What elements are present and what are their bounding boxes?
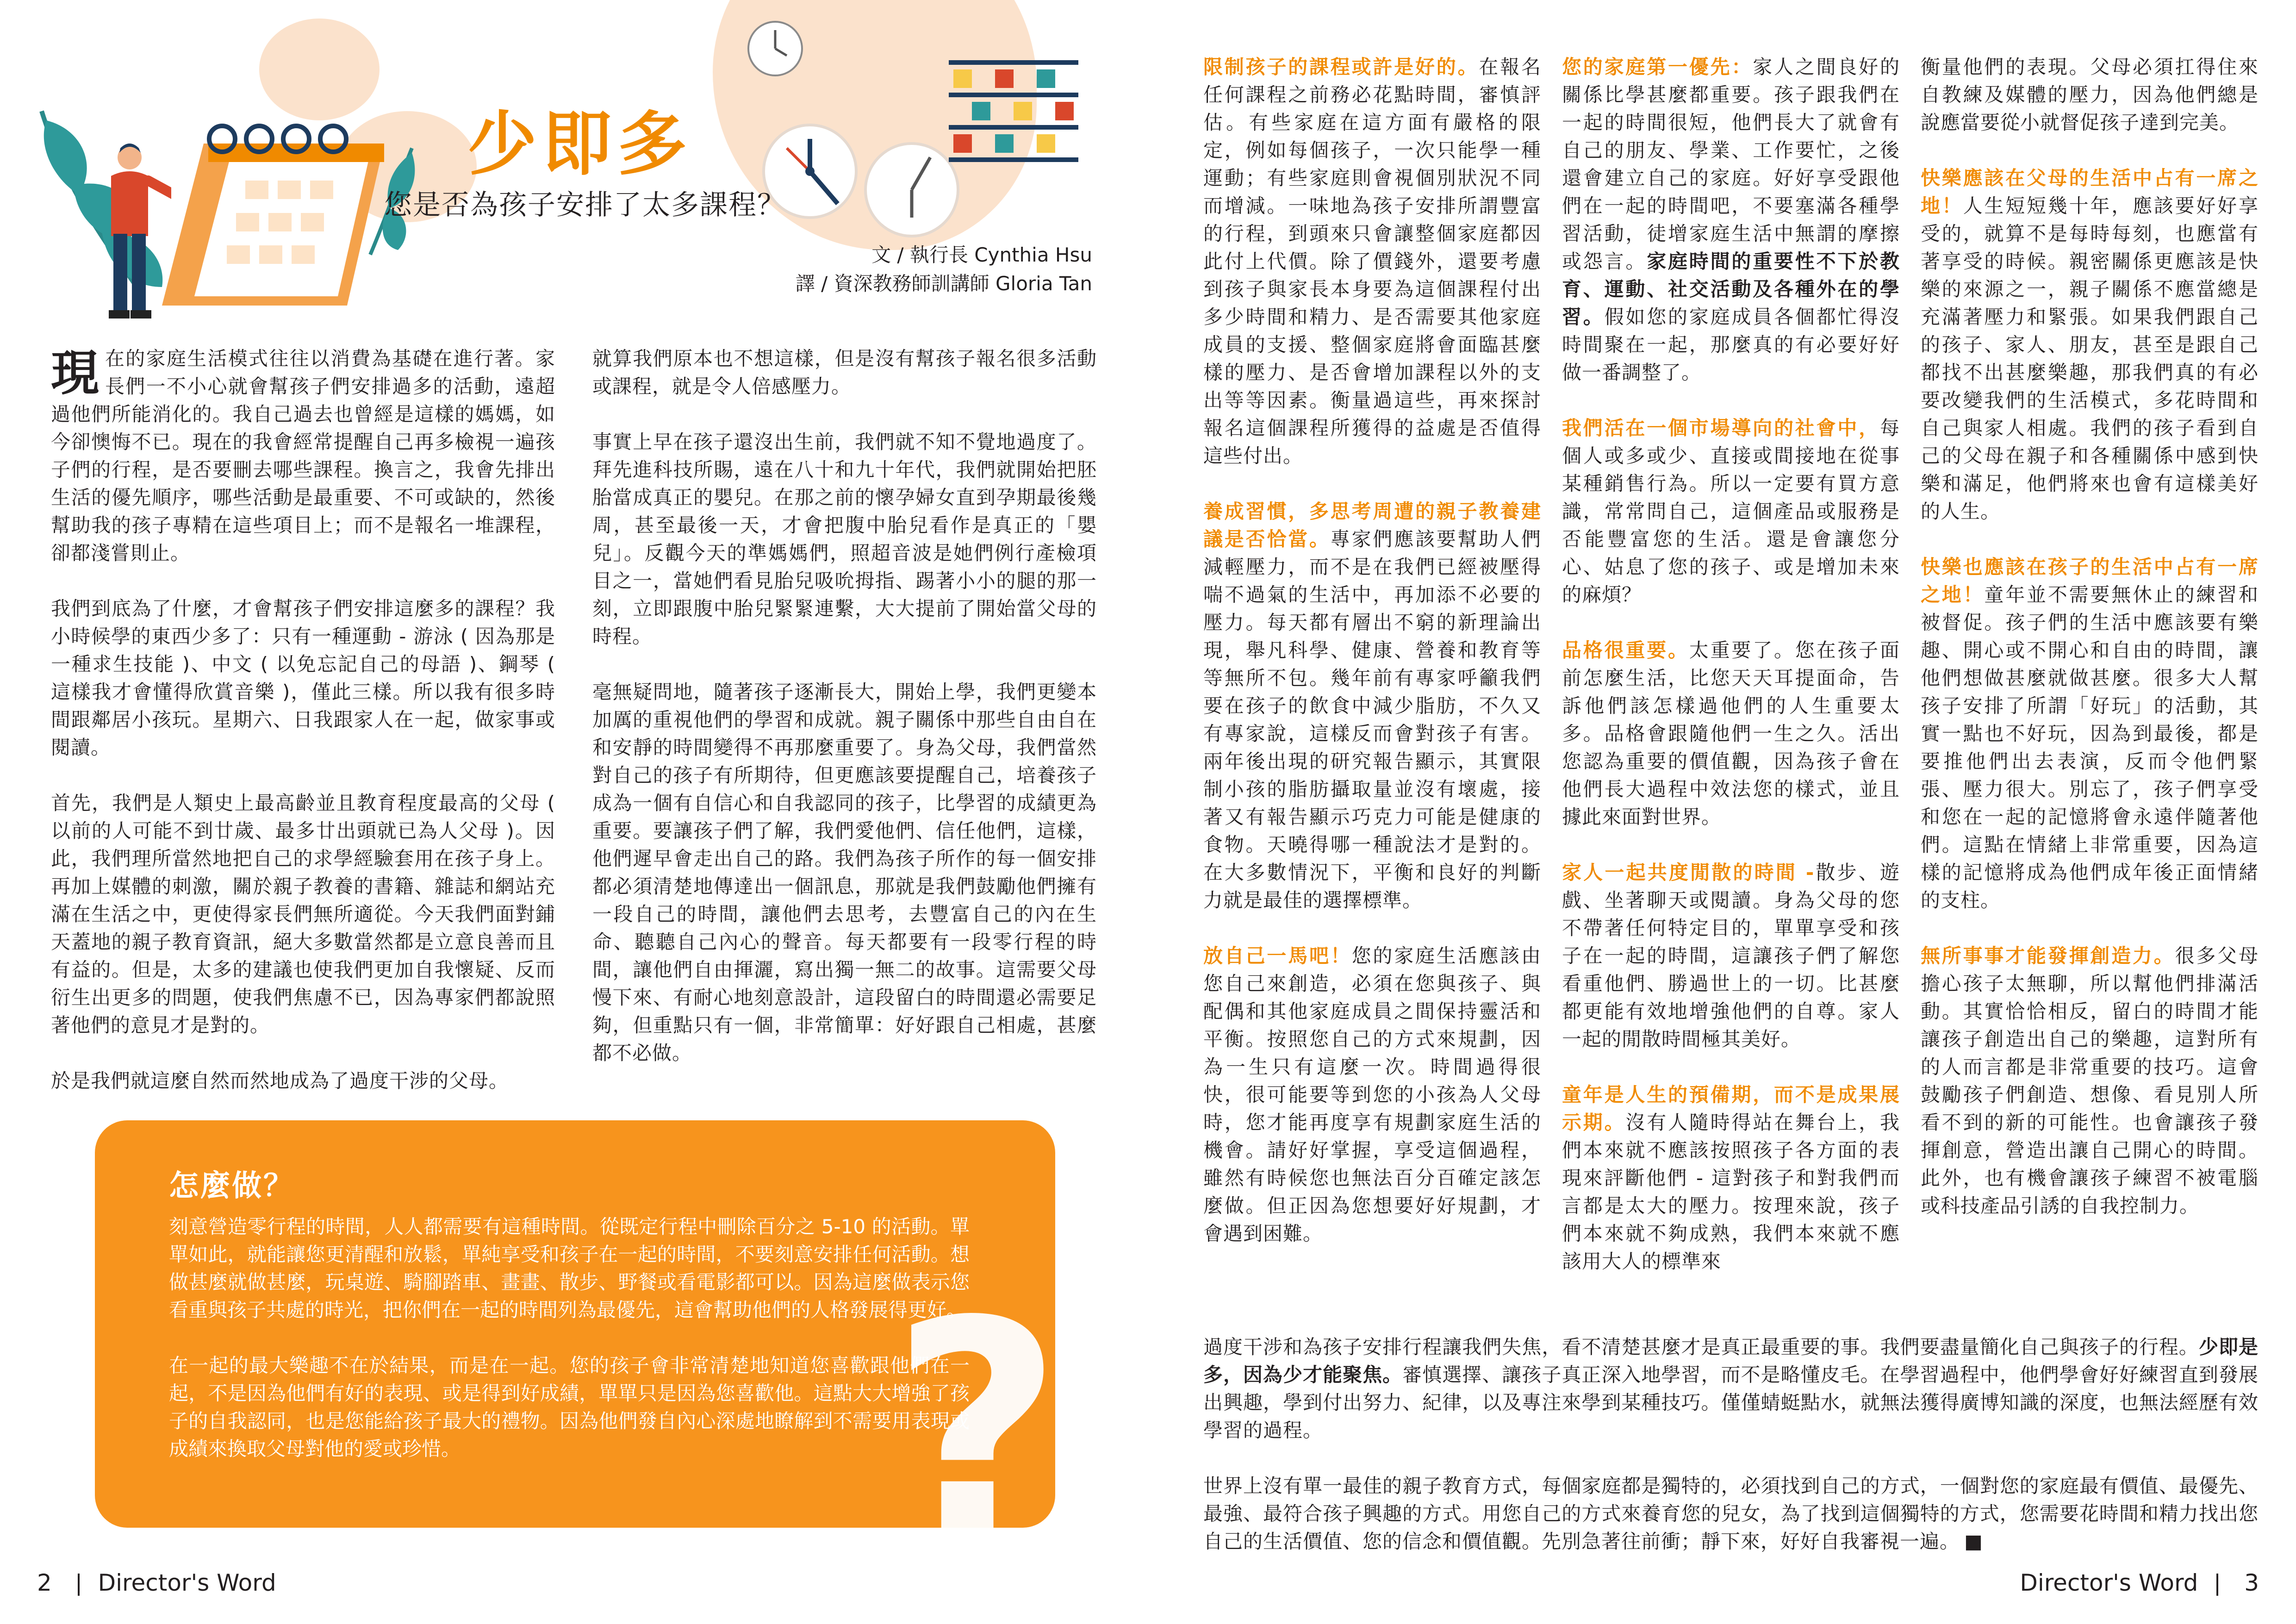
- section-heading: 您的家庭第一優先：: [1562, 56, 1753, 78]
- paragraph: 在一起的最大樂趣不在於結果，而是在一起。您的孩子會非常清楚地知道您喜歡跟他們在一起，不是因為他們有好的表現、或是得到好成績，單單只是因為您喜歡他。這點大大增強了孩子的自我認同，也是您能給孩子最大的禮物。因為他們發自內心深處地瞭解到不需要用表現或成績來換取父母對他的愛或珍惜。: [169, 1354, 970, 1460]
- page-number: 2: [37, 1569, 52, 1596]
- footer-left: [37, 1569, 276, 1596]
- article-conclusion: [1203, 1333, 2259, 1583]
- paragraph: 事實上早在孩子還沒出生前，我們就不知不覺地過度了。拜先進科技所賜，遠在八十和九十年代，我們就開始把胚胎當成真正的嬰兒。在那之前的懷孕婦女直到孕期最後幾周，甚至最後一天，才會把腹中胎兒看作是真正的「嬰兒」。反觀今天的準媽媽們，照超音波是她們例行產檢項目之一，當她們看見胎兒吸吮拇指、踢著小小的腿的那一刻，立即跟腹中胎兒緊緊連繫，大大提前了開始當父母的時程。: [592, 431, 1097, 648]
- emphasis-text: 家庭時間的重要性不下於教育、運動、社交活動及各種外在的學習。: [1562, 250, 1900, 328]
- paragraph: 於是我們就這麼自然而然地成為了過度干涉的父母。: [51, 1069, 509, 1092]
- paragraph: 我們活在一個市場導向的社會中，每個人或多或少、直接或間接地在從事某種銷售行為。所以一定要有買方意識，常常問自己，這個產品或服務是否能豐富您的生活。還是會讓您分心、姑息了您的孩子、或是增加未來的麻煩？: [1562, 417, 1900, 606]
- footer-right: [2020, 1569, 2259, 1596]
- paragraph: 您的家庭第一優先：家人之間良好的關係比學甚麼都重要。孩子跟我們在一起的時間很短，他們長大了就會有自己的朋友、學業、工作要忙，之後還會建立自己的家庭。好好享受跟他們在一起的時間吧，不要塞滿各種學習活動，徒增家庭生活中無謂的摩擦或怨言。家庭時間的重要性不下於教育、運動、社交活動及各種外在的學習。假如您的家庭成員各個都忙得沒時間聚在一起，那麼真的有必要好好做一番調整了。: [1562, 56, 1900, 384]
- how-to-title: 怎麼做？: [169, 1169, 295, 1203]
- paragraph: 無所事事才能發揮創造力。很多父母擔心孩子太無聊，所以幫他們排滿活動。其實恰恰相反，留白的時間才能讓孩子創造出自己的樂趣，這對所有的人而言都是非常重要的技巧。這會鼓勵孩子們創造、想像、看見別人所看不到的新的可能性。也會讓孩子發揮創意，營造出讓自己開心的時間。此外，也有機會讓孩子練習不被電腦或科技產品引誘的自我控制力。: [1921, 944, 2259, 1217]
- section-heading: 快樂應該在父母的生活中占有一席之地！: [1921, 167, 2259, 217]
- page-title: 少即多: [467, 103, 693, 185]
- section-label: Director's Word: [2020, 1569, 2198, 1596]
- schedule-board-icon: [944, 51, 1083, 176]
- paragraph: 限制孩子的課程或許是好的。在報名任何課程之前務必花點時間，審慎評估。有些家庭在這方面有嚴格的限定，例如每個孩子，一次只能學一種運動；有些家庭則會視個別狀況不同而增減。一味地為孩子安排所謂豐富的行程，到頭來只會讓整個家庭都因此付上代價。除了價錢外，還要考慮到孩子與家長本身要為這個課程付出多少時間和精力、是否需要其他家庭成員的支援、整個家庭將會面臨甚麼樣的壓力、是否會增加課程以外的支出等等因素。衡量過這些，再來探討報名這個課程所獲得的益處是否值得這些付出。: [1203, 56, 1541, 467]
- section-heading: 我們活在一個市場導向的社會中，: [1562, 417, 1880, 439]
- article-column-2: [592, 345, 1097, 1095]
- emphasis-text: 少即是多，因為少才能聚焦。: [1203, 1336, 2259, 1386]
- section-heading: 無所事事才能發揮創造力。: [1921, 944, 2175, 967]
- paragraph: 家人一起共度閒散的時間 -散步、遊戲、坐著聊天或閱讀。身為父母的您不帶著任何特定目的，單單享受和孩子在一起的時間，這讓孩子們了解您看重他們、勝過世上的一切。比甚麼都更能有效地增強他們的自尊。家人一起的閒散時間極其美好。: [1562, 861, 1900, 1050]
- how-to-text: [169, 1213, 970, 1463]
- footer-divider: [78, 1574, 80, 1596]
- section-heading: 品格很重要。: [1562, 639, 1689, 662]
- page-number: 3: [2244, 1569, 2259, 1596]
- paragraph: 放自己一馬吧！您的家庭生活應該由您自己來創造，必須在您與孩子、與配偶和其他家庭成員之間保持靈活和平衡。按照您自己的方式來規劃，因為一生只有這麼一次。時間過得很快，很可能要等到您的小孩為人父母時，您才能再度享有規劃家庭生活的機會。請好好掌握，享受這個過程，雖然有時候您也無法百分百確定該怎麼做。但正因為您想要好好規劃，才會遇到困難。: [1203, 944, 1541, 1245]
- byline: [694, 241, 1092, 298]
- paragraph: 毫無疑問地，隨著孩子逐漸長大，開始上學，我們更變本加厲的重視他們的學習和成就。親子關係中那些自由自在和安靜的時間變得不再那麼重要了。身為父母，我們當然對自己的孩子有所期待，但更應該要提醒自己，培養孩子成為一個有自信心和自我認同的孩子，比學習的成績更為重要。要讓孩子們了解，我們愛他們、信任他們，這樣，他們遲早會走出自己的路。我們為孩子所作的每一個安排都必須清楚地傳達出一個訊息，那就是我們鼓勵他們擁有一段自己的時間，讓他們去思考，去豐富自己的內在生命、聽聽自己內心的聲音。每天都要有一段零行程的時間，讓他們自由揮灑，寫出獨一無二的故事。這需要父母慢下來、有耐心地刻意設計，這段留白的時間還必需要足夠，但重點只有一個，非常簡單：好好跟自己相處，甚麼都不必做。: [592, 681, 1097, 1064]
- paragraph: 過度干涉和為孩子安排行程讓我們失焦，看不清楚甚麼才是真正最重要的事。我們要盡量簡化自己與孩子的行程。少即是多，因為少才能聚焦。審慎選擇、讓孩子真正深入地學習，而不是略懂皮毛。在學習過程中，他們學會好好練習直到發展出興趣，學到付出努力、紀律，以及專注來學到某種技巧。僅僅蜻蜓點水，就無法獲得廣博知識的深度，也無法經歷有效學習的過程。: [1203, 1336, 2259, 1442]
- section-heading: 童年是人生的預備期，而不是成果展示期。: [1562, 1083, 1900, 1134]
- end-mark-icon: ■: [1964, 1530, 1983, 1553]
- translator-line: 譯 / 資深教務師訓講師 Gloria Tan: [795, 272, 1092, 295]
- section-label: Director's Word: [98, 1569, 276, 1596]
- calendar-icon: [153, 116, 393, 310]
- article-column-4: [1562, 53, 1900, 1303]
- article-column-3: [1203, 53, 1541, 1275]
- article-column-1: [51, 345, 555, 1123]
- article-column-5: [1921, 53, 2259, 1248]
- section-heading: 限制孩子的課程或許是好的。: [1203, 56, 1479, 78]
- paragraph: 現 在的家庭生活模式往往以消費為基礎在進行著。家長們一不小心就會幫孩子們安排過多的活動，遠超過他們所能消化的。我自己過去也曾經是這樣的媽媽，如今卻懊悔不已。現在的我會經常提醒自己再多檢視一遍孩子們的行程，是否要刪去哪些課程。換言之，我會先排出生活的優先順序，哪些活動是最重要、不可或缺的，然後幫助我的孩子專精在這些項目上；而不是報名一堆課程，卻都淺嘗則止。: [51, 345, 555, 564]
- question-mark-icon: ?: [891, 1258, 1063, 1603]
- drop-cap: 現: [51, 345, 100, 401]
- clock-icon: [745, 19, 805, 79]
- paragraph: 品格很重要。太重要了。您在孩子面前怎麼生活，比您天天耳提面命，告訴他們該怎樣過他們的人生重要太多。品格會跟隨他們一生之久。活出您認為重要的價值觀，因為孩子會在他們長大過程中效法您的樣式，並且據此來面對世界。: [1562, 639, 1900, 828]
- section-heading: 養成習慣，多思考周遭的親子教養建議是否恰當。: [1203, 500, 1541, 550]
- paragraph: 首先，我們是人類史上最高齡並且教育程度最高的父母 ( 以前的人可能不到廿歲、最多廿出頭就已為人父母 )。因此，我們理所當然地把自己的求學經驗套用在孩子身上。再加上媒體的刺激，關於親子教養的書籍、雜誌和網站充滿在生活之中，更使得家長們無所適從。今天我們面對鋪天蓋地的親子教育資訊，絕大多數當然都是立意良善而且有益的。但是，太多的建議也使我們更加自我懷疑、反而衍生出更多的問題，使我們焦慮不已，因為專家們都說照著他們的意見才是對的。: [51, 792, 555, 1037]
- paragraph: 養成習慣，多思考周遭的親子教養建議是否恰當。專家們應該要幫助人們減輕壓力，而不是在我們已經被壓得喘不過氣的生活中，再加添不必要的壓力。每天都有層出不窮的新理論出現，舉凡科學、健康、營養和教育等等無所不包。幾年前有專家呼籲我們要在孩子的飲食中減少脂肪，不久又有專家說，這樣反而會對孩子有害。兩年後出現的研究報告顯示，其實限制小孩的脂肪攝取量並沒有壞處，接著又有報告顯示巧克力可能是健康的食物。天曉得哪一種說法才是對的。在大多數情況下，平衡和良好的判斷力就是最佳的選擇標準。: [1203, 500, 1541, 912]
- section-heading: 家人一起共度閒散的時間 -: [1562, 861, 1815, 884]
- paragraph: 快樂也應該在孩子的生活中占有一席之地！童年並不需要無休止的練習和被督促。孩子們的生活中應該要有樂趣、開心或不開心和自由的時間，讓他們想做甚麼就做甚麼。很多大人幫孩子安排了所謂「好玩」的活動，其實一點也不好玩，因為到最後，都是要推他們出去表演，反而令他們緊張、壓力很大。別忘了，孩子們享受和您在一起的記憶將會永遠伴隨著他們。這點在情緒上非常重要，因為這樣的記憶將成為他們成年後正面情緒的支柱。: [1921, 556, 2259, 912]
- footer-divider: [2216, 1574, 2218, 1596]
- paragraph: 快樂應該在父母的生活中占有一席之地！人生短短幾十年，應該要好好享受的，就算不是每時每刻，也應當有著享受的時候。親密關係更應該是快樂的來源之一，親子關係不應當總是充滿著壓力和緊張。如果我們跟自己的孩子、家人、朋友，甚至是跟自己都找不出甚麼樂趣，那我們真的有必要改變我們的生活模式，多花時間和自己與家人相處。我們的孩子看到自己的父母在親子和各種關係中感到快樂和滿足，他們將來也會有這樣美好的人生。: [1921, 167, 2259, 523]
- person-icon: [79, 139, 171, 324]
- author-line: 文 / 執行長 Cynthia Hsu: [871, 244, 1092, 266]
- paragraph: 就算我們原本也不想這樣，但是沒有幫孩子報名很多活動或課程，就是令人倍感壓力。: [592, 347, 1097, 398]
- page-subtitle: 您是否為孩子安排了太多課程？: [384, 189, 786, 221]
- paragraph: 世界上沒有單一最佳的親子教育方式，每個家庭都是獨特的，必須找到自己的方式，一個對您的家庭最有價值、最優先、最強、最符合孩子興趣的方式。用您自己的方式來養育您的兒女，為了找到這個獨特的方式，您需要花時間和精力找出您自己的生活價值、您的信念和價值觀。先別急著往前衝；靜下來，好好自我審視一遍。 ■: [1203, 1474, 2259, 1553]
- paragraph: 我們到底為了什麼，才會幫孩子們安排這麼多的課程？我小時候學的東西少多了：只有一種運動 - 游泳 ( 因為那是一種求生技能 )、中文 ( 以免忘記自己的母語 )、鋼琴 ( 這樣我才會懂得欣賞音樂 )，僅此三樣。所以我有很多時間跟鄰居小孩玩。星期六、日我跟家人在一起，做家事或閱讀。: [51, 597, 555, 759]
- paragraph: 童年是人生的預備期，而不是成果展示期。沒有人隨時得站在舞台上，我們本來就不應該按照孩子各方面的表現來評斷他們 - 這對孩子和對我們而言都是太大的壓力。按理來說，孩子們本來就不夠成熟，我們本來就不應該用大人的標準來: [1562, 1083, 1900, 1273]
- section-heading: 快樂也應該在孩子的生活中占有一席之地！: [1921, 556, 2259, 606]
- paragraph: 刻意營造零行程的時間，人人都需要有這種時間。從既定行程中刪除百分之 5-10 的活動。單單如此，就能讓您更清醒和放鬆，單純享受和孩子在一起的時間，不要刻意安排任何活動。想做甚麼就做甚麼，玩桌遊、騎腳踏車、畫畫、散步、野餐或看電影都可以。因為這麼做表示您看重與孩子共處的時光，把你們在一起的時間列為最優先，這會幫助他們的人格發展得更好。: [169, 1215, 970, 1321]
- section-heading: 放自己一馬吧！: [1203, 944, 1352, 967]
- paragraph: 衡量他們的表現。父母必須扛得住來自教練及媒體的壓力，因為他們總是說應當要從小就督促孩子達到完美。: [1921, 56, 2259, 134]
